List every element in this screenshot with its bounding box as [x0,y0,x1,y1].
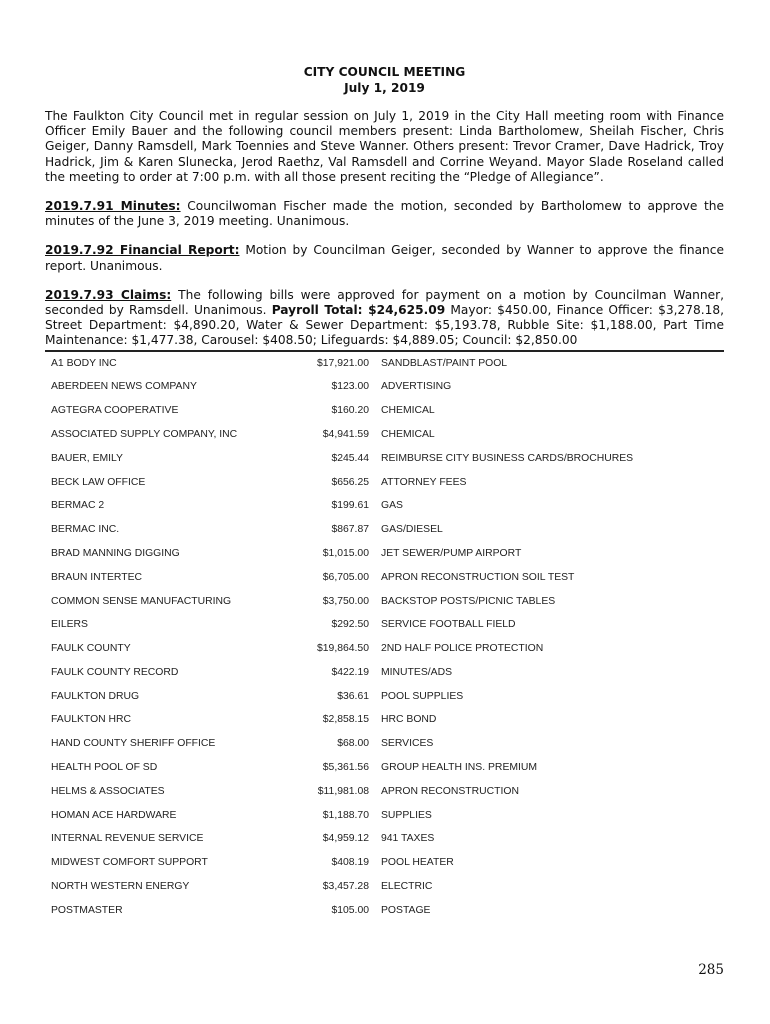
description-cell: CHEMICAL [381,405,435,417]
vendor-cell: AGTEGRA COOPERATIVE [51,405,179,417]
amount-cell: $867.87 [331,524,369,536]
intro-paragraph: The Faulkton City Council met in regular session on July 1, 2019 in the City Hall meeting room with Finance Officer Emily Bauer and the following council members present: Linda Bartholomew, Sheilah Fischer, Chris Geiger, Danny Ramsdell, Mark Toennies and Steve Wanner. Others present: Trevor Cramer, Dave Hadrick, Troy Hadrick, Jim & Karen Slunecka, Jerod Raethz, Val Ramsdell and Corrine Weyand. Mayor Slade Roseland called the meeting to order at 7:00 p.m. with all those present reciting the “Pledge of Allegiance”. [45,109,724,184]
bills-table-body [45,352,724,923]
description-cell: ELECTRIC [381,881,433,893]
bills-table [45,352,724,923]
table-row [45,423,724,447]
table-row [45,566,724,590]
vendor-cell: HEALTH POOL OF SD [51,762,158,774]
amount-cell: $123.00 [331,381,369,393]
vendor-cell: FAULKTON DRUG [51,690,140,702]
vendor-cell: A1 BODY INC [51,357,117,369]
amount-cell: $11,981.08 [317,785,369,797]
financial-report-paragraph [45,243,724,273]
amount-cell: $105.00 [331,904,369,916]
amount-cell: $1,015.00 [322,547,369,559]
description-cell: POOL SUPPLIES [381,690,464,702]
table-row [45,399,724,423]
description-cell: JET SEWER/PUMP AIRPORT [381,547,522,559]
amount-cell: $6,705.00 [322,571,369,583]
vendor-cell: COMMON SENSE MANUFACTURING [51,595,232,607]
page-number: 285 [698,962,724,978]
claims-heading: 2019.7.93 Claims: [45,287,172,302]
description-cell: ATTORNEY FEES [381,476,467,488]
amount-cell: $4,959.12 [322,833,369,845]
minutes-paragraph [45,199,724,229]
vendor-cell: FAULKTON HRC [51,714,132,726]
document-title [45,64,724,96]
amount-cell: $17,921.00 [316,357,369,369]
table-row [45,352,724,376]
vendor-cell: POSTMASTER [51,904,123,916]
amount-cell: $1,188.70 [322,809,369,821]
description-cell: REIMBURSE CITY BUSINESS CARDS/BROCHURES [381,452,634,464]
meeting-title: CITY COUNCIL MEETING [303,65,466,79]
description-cell: SANDBLAST/PAINT POOL [381,357,508,369]
description-cell: GAS [381,500,403,512]
vendor-cell: BRAD MANNING DIGGING [51,547,180,559]
description-cell: GAS/DIESEL [381,524,443,536]
table-row [45,709,724,733]
description-cell: 2ND HALF POLICE PROTECTION [381,643,544,655]
description-cell: CHEMICAL [381,428,435,440]
meeting-date: July 1, 2019 [344,81,425,95]
description-cell: GROUP HEALTH INS. PREMIUM [381,762,538,774]
vendor-cell: MIDWEST COMFORT SUPPORT [51,857,208,869]
table-row [45,732,724,756]
table-row [45,590,724,614]
table-row [45,851,724,875]
description-cell: POSTAGE [381,904,431,916]
table-row [45,780,724,804]
amount-cell: $292.50 [331,619,369,631]
vendor-cell: BERMAC INC. [51,524,120,536]
vendor-cell: BERMAC 2 [51,500,105,512]
payroll-total: Payroll Total: $24,625.09 [271,303,446,318]
table-row [45,518,724,542]
table-row [45,471,724,495]
vendor-cell: EILERS [51,619,88,631]
amount-cell: $199.61 [331,500,369,512]
vendor-cell: ASSOCIATED SUPPLY COMPANY, INC [51,428,238,440]
vendor-cell: BECK LAW OFFICE [51,476,146,488]
table-row [45,613,724,637]
vendor-cell: BRAUN INTERTEC [51,571,143,583]
amount-cell: $408.19 [331,857,369,869]
amount-cell: $245.44 [331,452,369,464]
table-row [45,899,724,923]
vendor-cell: FAULK COUNTY RECORD [51,666,179,678]
table-row [45,756,724,780]
vendor-cell: HOMAN ACE HARDWARE [51,809,177,821]
amount-cell: $36.61 [337,690,369,702]
table-row [45,804,724,828]
description-cell: SUPPLIES [381,809,432,821]
financial-report-text: Motion by Councilman Geiger, seconded by Wanner to approve the finance report. Unanimous. [45,243,724,273]
minutes-heading: 2019.7.91 Minutes: [45,199,181,214]
vendor-cell: HAND COUNTY SHERIFF OFFICE [51,738,216,750]
vendor-cell: ABERDEEN NEWS COMPANY [51,381,197,393]
payroll-detail: Mayor: $450.00, Finance Officer: $3,278.18, Street Department: $4,890.20, Water & Sewer Department: $5,193.78, Rubble Site: $1,188.00, Part Time Maintenance: $1,477.38, Carousel: $408.50; Lifeguards: $4,889.05; Council: $2,850.00 [45,303,725,348]
vendor-cell: INTERNAL REVENUE SERVICE [51,833,204,845]
description-cell: ADVERTISING [381,381,452,393]
minutes-text: Councilwoman Fischer made the motion, seconded by Bartholomew to approve the minutes of the June 3, 2019 meeting. Unanimous. [45,199,724,229]
description-cell: POOL HEATER [381,857,454,869]
amount-cell: $3,457.28 [322,881,369,893]
table-row [45,447,724,471]
claims-paragraph [45,288,724,349]
description-cell: MINUTES/ADS [381,666,453,678]
amount-cell: $656.25 [331,476,369,488]
table-row [45,685,724,709]
table-row [45,637,724,661]
vendor-cell: HELMS & ASSOCIATES [51,785,165,797]
financial-report-heading: 2019.7.92 Financial Report: [45,243,240,258]
description-cell: HRC BOND [381,714,437,726]
table-row [45,375,724,399]
table-row [45,875,724,899]
amount-cell: $160.20 [331,405,369,417]
vendor-cell: NORTH WESTERN ENERGY [51,881,190,893]
description-cell: BACKSTOP POSTS/PICNIC TABLES [381,595,556,607]
document-page [45,64,724,923]
amount-cell: $68.00 [337,738,369,750]
description-cell: APRON RECONSTRUCTION [381,785,519,797]
amount-cell: $19,864.50 [316,643,369,655]
amount-cell: $422.19 [331,666,369,678]
amount-cell: $3,750.00 [322,595,369,607]
description-cell: APRON RECONSTRUCTION SOIL TEST [381,571,575,583]
description-cell: 941 TAXES [381,833,435,845]
table-row [45,828,724,852]
description-cell: SERVICE FOOTBALL FIELD [381,619,516,631]
amount-cell: $2,858.15 [322,714,369,726]
amount-cell: $5,361.56 [322,762,369,774]
table-row [45,661,724,685]
description-cell: SERVICES [381,738,434,750]
claims-text: The following bills were approved for payment on a motion by Councilman Wanner, seconded by Ramsdell. Unanimous. [45,287,725,318]
table-row [45,542,724,566]
vendor-cell: FAULK COUNTY [51,643,131,655]
table-row [45,494,724,518]
amount-cell: $4,941.59 [322,428,369,440]
vendor-cell: BAUER, EMILY [51,452,123,464]
